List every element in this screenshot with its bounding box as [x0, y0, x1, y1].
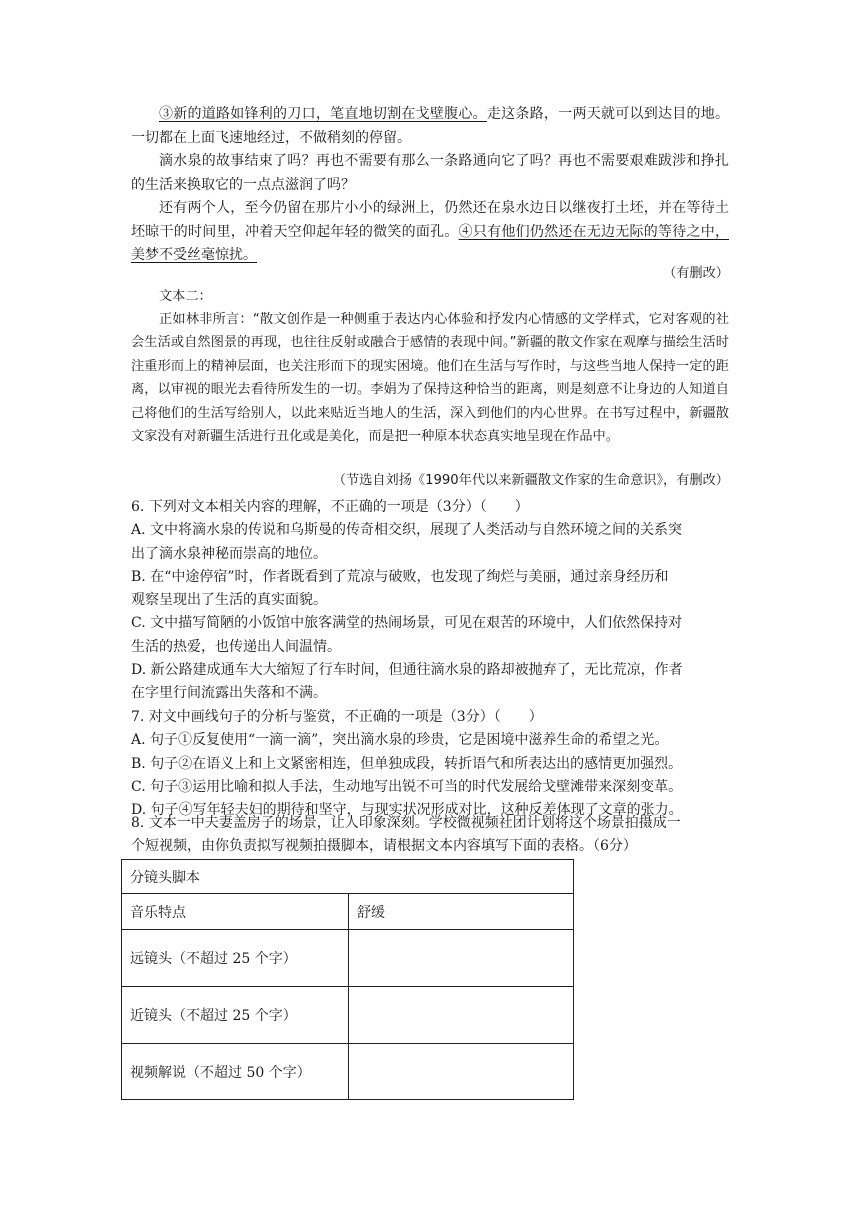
q6-option-c-line2: 生活的热爱，也传递出人间温情。 — [131, 638, 341, 655]
marker-3: ③ — [159, 106, 174, 122]
q7-option-d: D. 句子④写年轻夫妇的期待和坚守，与现实状况形成对比，这种反差体现了文章的张力。 — [131, 802, 683, 819]
row-value-music: 舒缓 — [349, 894, 574, 930]
q6-option-d-line1: D. 新公路建成通车大大缩短了行车时间，但通往滴水泉的路却被抛弃了，无比荒凉，作者 — [131, 662, 683, 679]
table-title: 分镜头脚本 — [122, 860, 574, 894]
table-title-row — [122, 860, 574, 894]
question-8-stem-line2: 个短视频，由你负责拟写视频拍摄脚本，请根据文本内容填写下面的表格。（6分） — [131, 838, 637, 855]
text2-body: 正如林非所言：“散文创作是一种侧重于表达内心体验和抒发内心情感的文学样式，它对客观的社会生活或自然图景的再现，也往往反射或融合于感情的表现中间。”新疆的散文作家在观摩与描绘生活时注重形而上的精神层面，也关注形而下的现实困境。他们在生活与写作时，与这些当地人保持一定的距离，以审视的眼光去看待所发生的一切。李娟为了保持这种恰当的距离，则是刻意不让身边的人知道自己将他们的生活写给别人，以此来贴近当地人的生活，深入到他们的内心世界。在书写过程中，新疆散文家没有对新疆生活进行丑化或是美化，而是把一种原本状态真实地呈现在作品中。 — [131, 312, 729, 445]
question-6 — [131, 496, 729, 706]
text2-source-note: （节选自刘扬《1990年代以来新疆散文作家的生命意识》，有删改） — [332, 473, 729, 488]
paragraph-3-rest: 走这条路，一两天就可以到达目的地。一切都在上面飞速地经过，不做稍刻的停留。 — [131, 106, 730, 146]
question-7 — [131, 706, 729, 822]
table-row — [122, 1044, 574, 1100]
q7-option-b: B. 句子②在语义上和上文紧密相连，但单独成段，转折语气和所表达出的感情更加强烈。 — [131, 755, 683, 772]
underlined-sentence-3-text: 新的道路如锋利的刀口，笔直地切割在戈壁腹心。 — [173, 106, 487, 122]
table-row — [122, 894, 574, 930]
q6-option-d-line2: 在字里行间流露出失落和不满。 — [131, 685, 327, 702]
storyboard-table — [121, 859, 574, 1100]
text1-source-note: （有删改） — [663, 266, 729, 281]
question-7-stem: 7. 对文中画线句子的分析与鉴赏，不正确的一项是（3分）（ ） — [131, 709, 543, 725]
text1-paragraph-ending — [131, 197, 729, 268]
table-row — [122, 930, 574, 987]
ending-plain-text: 还有两个人，至今仍留在那片小小的绿洲上，仍然还在泉水边日以继夜打土坯，并在等待土坯晾干的时间里，冲着天空仰起年轻的微笑的面孔。 — [131, 200, 729, 240]
q7-option-c: C. 句子③运用比喻和拟人手法，生动地写出锐不可当的时代发展给戈壁滩带来深刻变革。 — [131, 778, 683, 795]
q6-option-b-line2: 观察呈现出了生活的真实面貌。 — [131, 592, 327, 609]
underlined-sentence-3 — [159, 106, 487, 122]
q7-option-a: A. 句子①反复使用“一滴一滴”，突出滴水泉的珍贵，它是困境中滋养生命的希望之光。 — [131, 732, 669, 749]
row-label-close-shot: 近镜头（不超过 25 个字） — [122, 987, 349, 1044]
row-label-music: 音乐特点 — [122, 894, 349, 930]
row-label-long-shot: 远镜头（不超过 25 个字） — [122, 930, 349, 987]
q6-option-b-line1: B. 在“中途停宿”时，作者既看到了荒凉与破败，也发现了绚烂与美丽，通过亲身经历和 — [131, 568, 669, 585]
question-8 — [131, 812, 729, 859]
question-6-stem: 6. 下列对文本相关内容的理解，不正确的一项是（3分）（ ） — [131, 499, 529, 515]
answer-cell-narration[interactable] — [349, 1044, 574, 1100]
answer-cell-close-shot[interactable] — [349, 987, 574, 1044]
q6-option-c-line1: C. 文中描写简陋的小饭馆中旅客满堂的热闹场景，可见在艰苦的环境中，人们依然保持对 — [131, 615, 683, 632]
text1-paragraph-3 — [131, 103, 729, 150]
answer-cell-long-shot[interactable] — [349, 930, 574, 987]
table-row — [122, 987, 574, 1044]
q6-option-a-line1: A. 文中将滴水泉的传说和乌斯曼的传奇相交织，展现了人类活动与自然环境之间的关系突 — [131, 522, 683, 539]
q6-option-a-line2: 出了滴水泉神秘而崇高的地位。 — [131, 545, 327, 562]
text2-heading: 文本二： — [159, 289, 212, 304]
underlined-sentence-4: ④只有他们仍然还在无边无际的等待之中，美梦不受丝毫惊扰。 — [131, 223, 729, 263]
row-label-narration: 视频解说（不超过 50 个字） — [122, 1044, 349, 1100]
question-8-stem-line1: 8. 文本一中夫妻盖房子的场景，让人印象深刻。学校微视频社团计划将这个场景拍摄成一 — [131, 815, 681, 831]
text1-paragraph-questions: 滴水泉的故事结束了吗？再也不需要有那么一条路通向它了吗？再也不需要艰难跋涉和挣扎的生活来换取它的一点点滋润了吗？ — [131, 153, 729, 193]
